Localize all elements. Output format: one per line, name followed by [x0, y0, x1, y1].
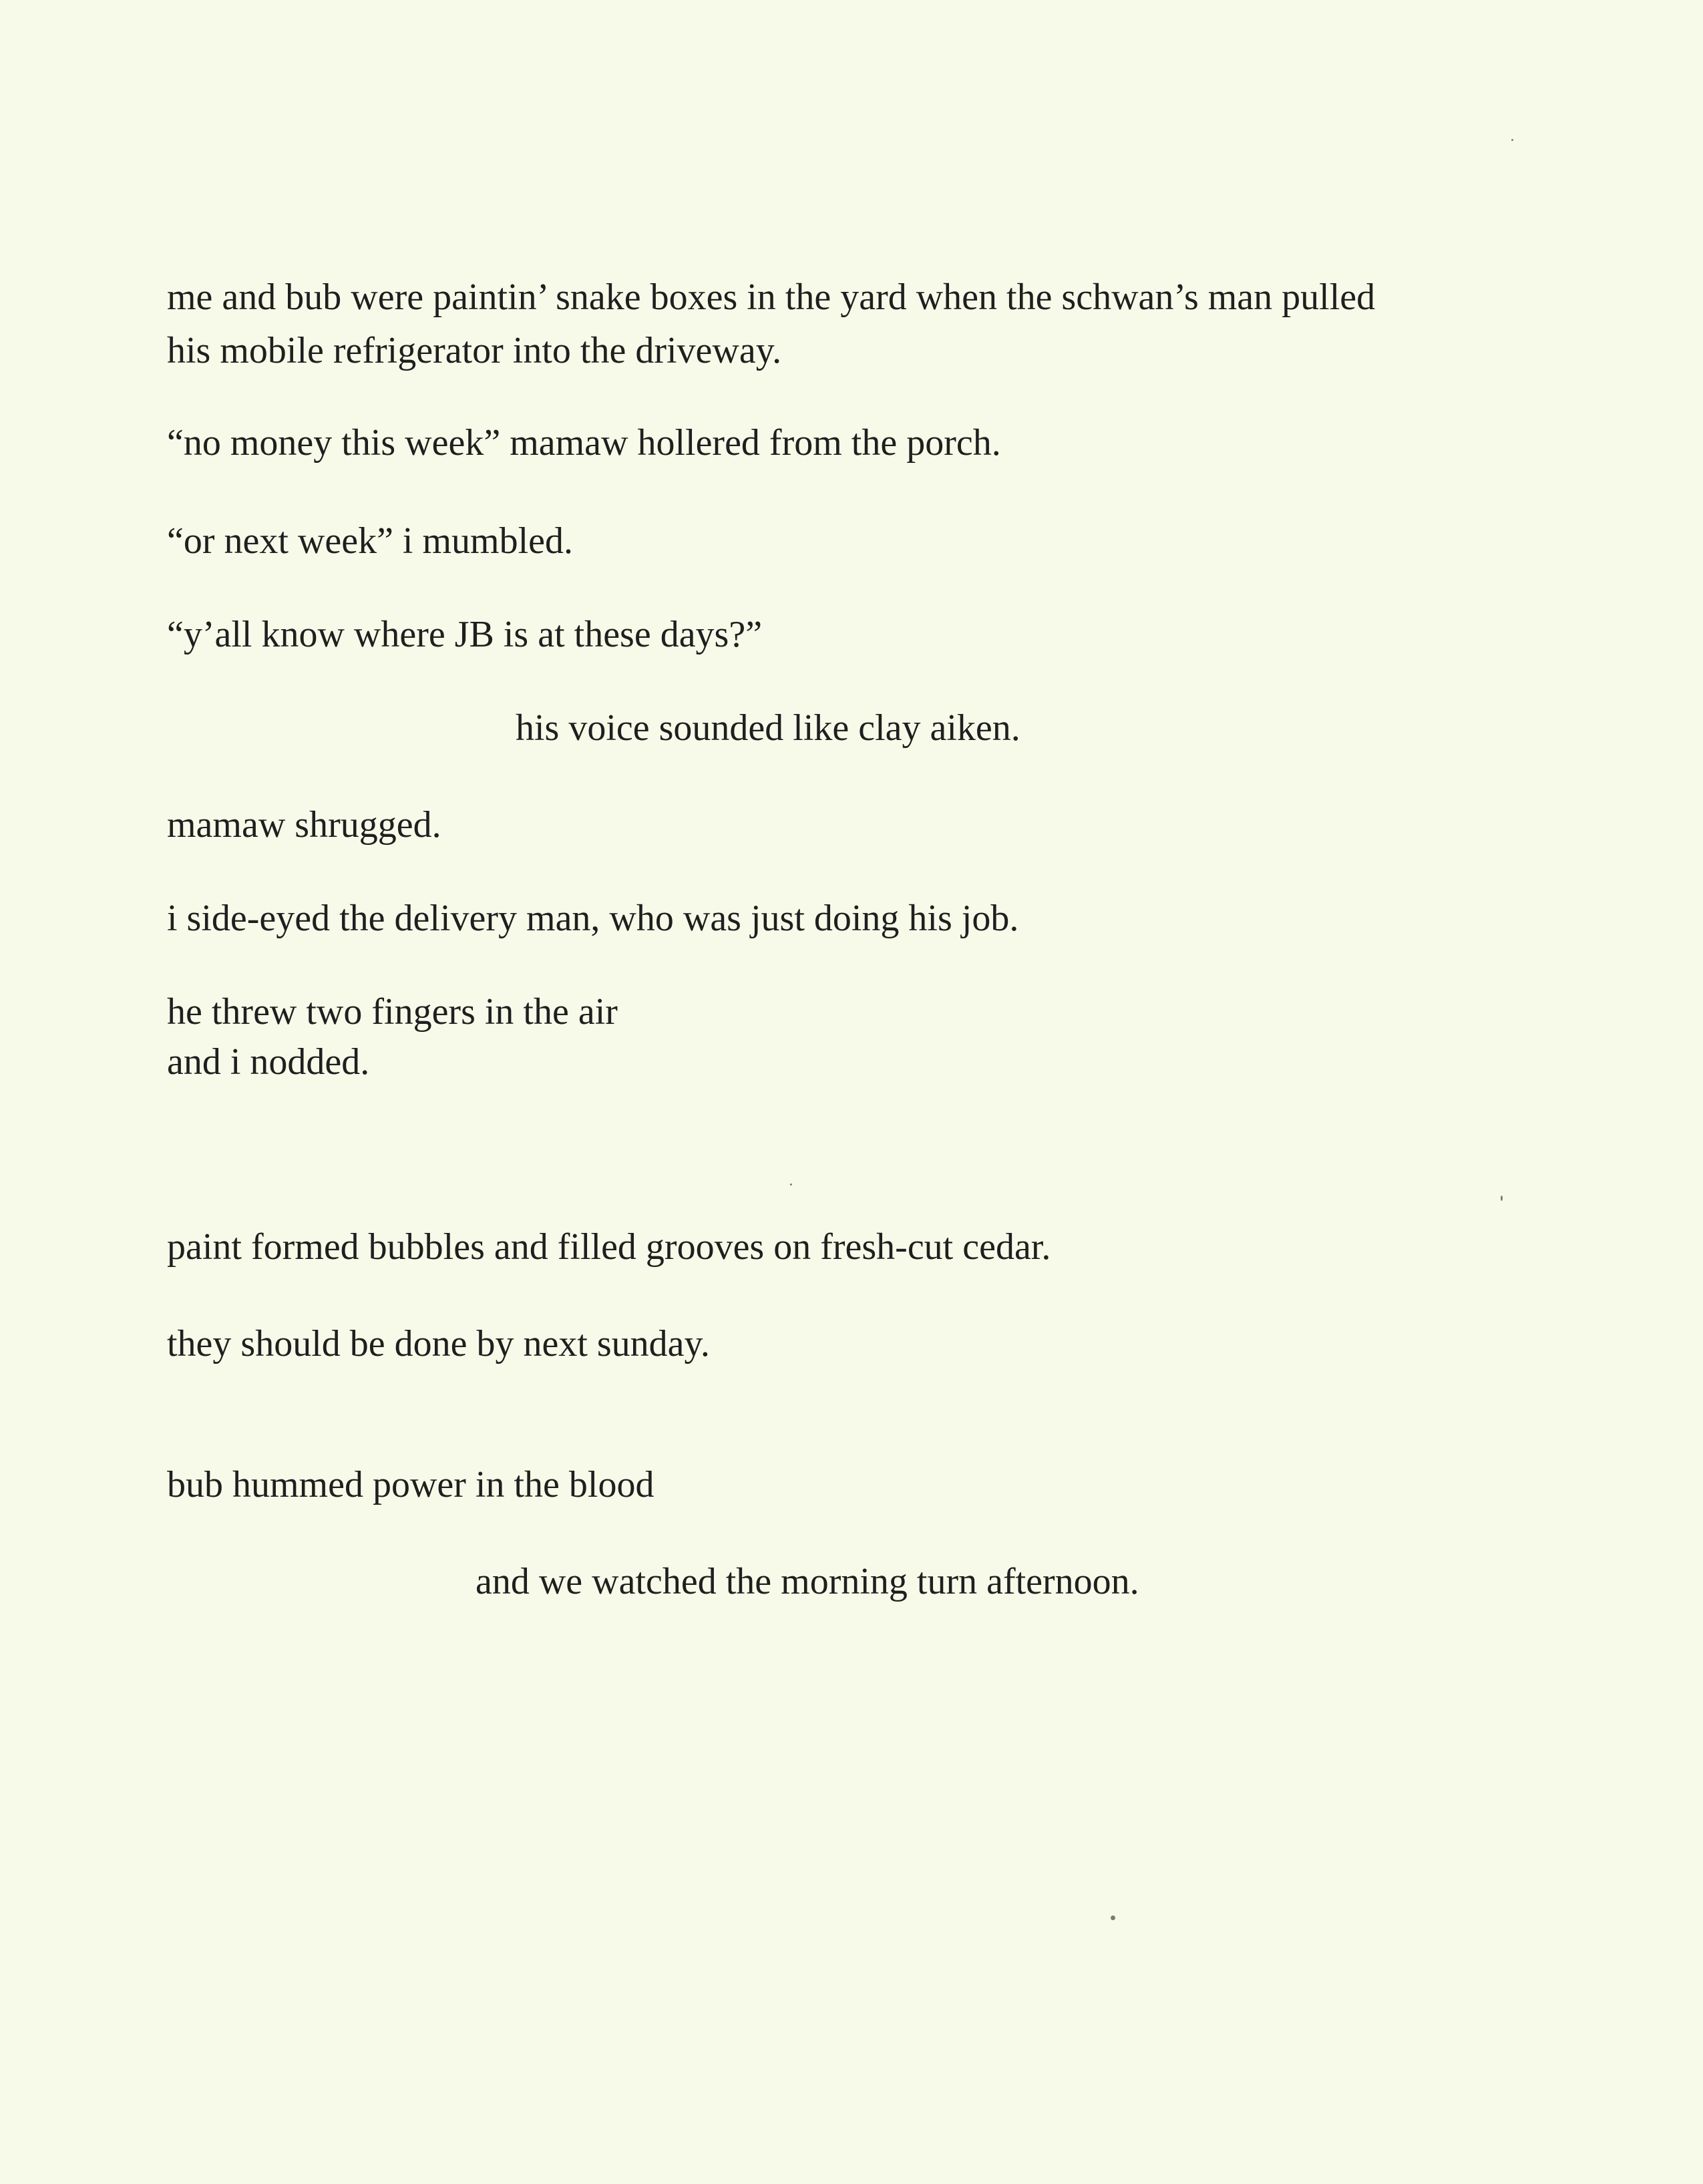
poem-line-12: they should be done by next sunday. [167, 1323, 710, 1364]
poem-line-8: i side-eyed the delivery man, who was just doing his job. [167, 898, 1019, 939]
poem-line-10: and i nodded. [167, 1041, 370, 1083]
poem-line-7: mamaw shrugged. [167, 804, 441, 846]
poem-line-13: bub hummed power in the blood [167, 1464, 654, 1505]
poem-line-14: and we watched the morning turn afternoon. [476, 1561, 1139, 1602]
poem-line-5: “y’all know where JB is at these days?” [167, 614, 763, 655]
poem-line-3: “no money this week” mamaw hollered from the porch. [167, 422, 1001, 464]
scan-speck [1511, 139, 1513, 141]
poem-line-1: me and bub were paintin’ snake boxes in the yard when the schwan’s man pulled [167, 277, 1376, 318]
scan-speck [790, 1184, 792, 1186]
poem-line-9: he threw two fingers in the air [167, 991, 618, 1033]
poem-line-2: his mobile refrigerator into the driveway. [167, 330, 782, 371]
poem-line-4: “or next week” i mumbled. [167, 520, 574, 562]
scan-speck [1501, 1196, 1503, 1201]
poem-line-11: paint formed bubbles and filled grooves on fresh-cut cedar. [167, 1226, 1051, 1268]
scan-speck [1111, 1916, 1115, 1920]
poem-line-6: his voice sounded like clay aiken. [516, 707, 1020, 749]
